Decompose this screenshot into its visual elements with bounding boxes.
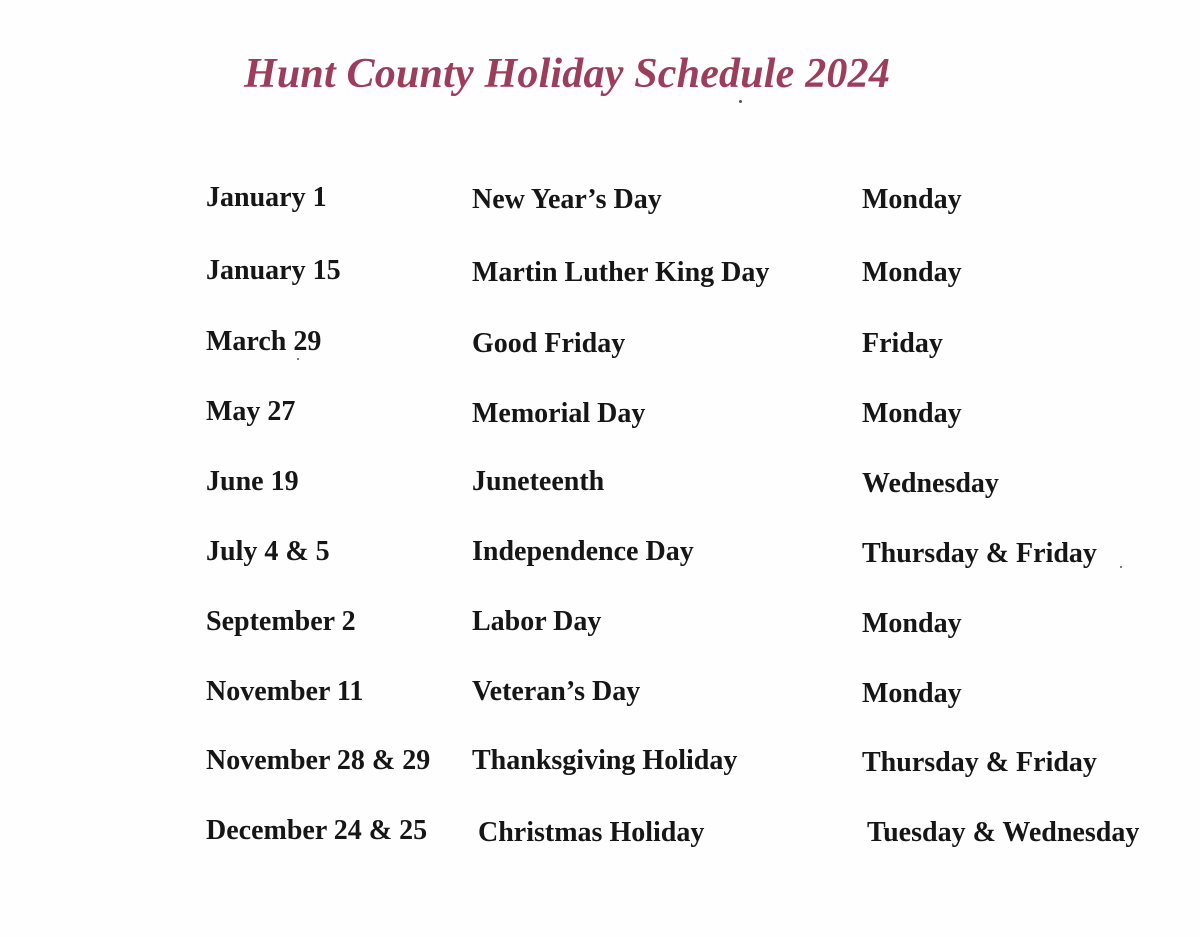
scan-speck [739,100,742,103]
holiday-name: Independence Day [472,536,694,567]
holiday-date: September 2 [206,606,356,637]
holiday-name: Veteran’s Day [472,676,641,707]
holiday-name: Juneteenth [472,466,605,497]
holiday-weekday: Monday [862,257,962,288]
holiday-date: January 1 [206,182,327,213]
holiday-name: Good Friday [472,328,626,359]
holiday-date: July 4 & 5 [206,536,330,567]
holiday-name: Thanksgiving Holiday [472,745,738,776]
scan-speck [1120,566,1122,568]
holiday-name: New Year’s Day [472,184,662,215]
holiday-weekday: Tuesday & Wednesday [867,817,1140,848]
scan-speck [297,358,299,360]
holiday-weekday: Monday [862,184,962,215]
holiday-name: Labor Day [472,606,602,637]
holiday-weekday: Wednesday [862,468,999,499]
holiday-name: Memorial Day [472,398,646,429]
holiday-weekday: Monday [862,398,962,429]
holiday-date: November 11 [206,676,364,707]
holiday-date: June 19 [206,466,299,497]
holiday-weekday: Friday [862,328,943,359]
holiday-date: May 27 [206,396,296,427]
holiday-date: November 28 & 29 [206,745,431,776]
document-title: Hunt County Holiday Schedule 2024 [244,51,891,97]
holiday-date: December 24 & 25 [206,815,428,846]
holiday-name: Martin Luther King Day [472,257,770,288]
holiday-weekday: Thursday & Friday [862,747,1097,778]
holiday-name: Christmas Holiday [478,817,705,848]
holiday-date: January 15 [206,255,341,286]
holiday-weekday: Thursday & Friday [862,538,1097,569]
holiday-weekday: Monday [862,608,962,639]
holiday-date: March 29 [206,326,322,357]
holiday-weekday: Monday [862,678,962,709]
